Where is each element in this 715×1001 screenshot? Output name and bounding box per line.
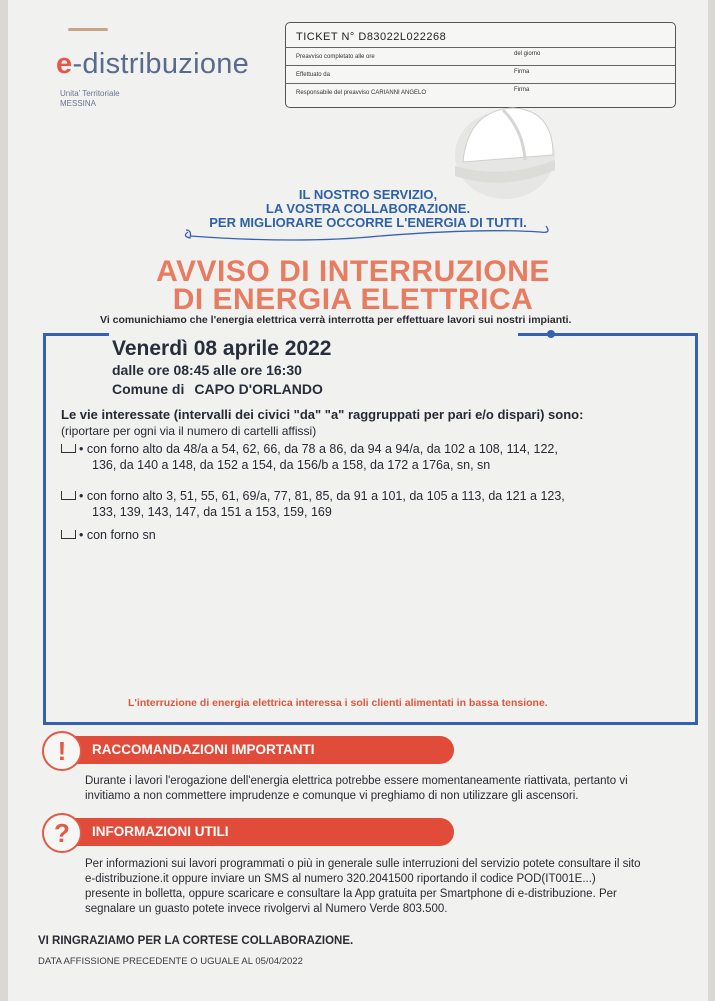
info-text: Per informazioni sui lavori programmati o più in generale sulle interruzioni del servizio potete consultare il sito e-distribuzione.it oppure inviare un SMS al numero 320.2041500 riportando il codice POD(IT001E...) presente in bolletta, oppure scaricare e consultare la App gratuita per Smartphone di e-distribuzione. Per segnalare un guasto potete invece rivolgervi al Numero Verde 803.500. bbox=[85, 858, 641, 915]
checkbox-mark-icon bbox=[61, 444, 76, 453]
e-distribuzione-logo: e-distribuzione bbox=[56, 48, 250, 80]
posting-date: DATA AFFISSIONE PRECEDENTE O UGUALE AL 05/04/2022 bbox=[38, 956, 303, 967]
street-entry: • con forno alto da 48/a a 54, 62, 66, da 78 a 86, da 94 a 94/a, da 102 a 108, 114, 122, 136, da 140 a 148, da 152 a 154, da 156/b a 158, da 172 a 176a, sn, sn bbox=[61, 441, 661, 473]
interruption-date: Venerdì 08 aprile 2022 bbox=[112, 337, 332, 360]
street-entry: • con forno sn bbox=[61, 527, 661, 543]
question-icon: ? bbox=[42, 813, 82, 853]
street-entry: • con forno alto 3, 51, 55, 61, 69/a, 77, 81, 85, da 91 a 101, da 105 a 113, da 121 a 123, 133, 139, 143, 147, da 151 a 153, 159, 169 bbox=[61, 488, 661, 520]
tape-mark bbox=[68, 28, 108, 31]
recommendations-text: Durante i lavori l'erogazione dell'energia elettrica potrebbe essere momentaneamente riattivata, pertanto vi invitiamo a non commettere imprudenze e comunque vi preghiamo di non utilizzare gli ascensori. bbox=[85, 775, 628, 802]
streets-heading: Le vie interessate (intervalli dei civici "da" "a" raggruppati per pari e/o dispari) sono: bbox=[61, 407, 584, 422]
ticket-box: TICKET N° D83022L022268 Preavviso completato alle ore del giorno Effettuato da Firma Responsabile del preavviso CARIANNI ANGELO Firma bbox=[285, 22, 676, 108]
thanks-text: VI RINGRAZIAMO PER LA CORTESE COLLABORAZIONE. bbox=[38, 935, 354, 947]
page-title: AVVISO DI INTERRUZIONE DI ENERGIA ELETTRICA bbox=[156, 255, 550, 316]
slogan: IL NOSTRO SERVIZIO, LA VOSTRA COLLABORAZIONE. PER MIGLIORARE OCCORRE L'ENERGIA DI TUTTI. bbox=[209, 187, 527, 230]
ticket-number: TICKET N° D83022L022268 bbox=[296, 31, 447, 43]
municipality: Comune di CAPO D'ORLANDO bbox=[112, 381, 323, 397]
checkbox-mark-icon bbox=[61, 530, 76, 539]
checkbox-mark-icon bbox=[61, 491, 76, 500]
low-voltage-note: L'interruzione di energia elettrica interessa i soli clienti alimentati in bassa tensione. bbox=[128, 697, 548, 709]
recommendations-bar: RACCOMANDAZIONI IMPORTANTI bbox=[70, 736, 454, 764]
frame-dot bbox=[547, 330, 555, 338]
notice-sheet bbox=[8, 0, 708, 1001]
frame-top-right bbox=[518, 333, 695, 336]
info-bar: INFORMAZIONI UTILI bbox=[70, 818, 454, 846]
exclamation-icon: ! bbox=[42, 731, 82, 771]
interruption-hours: dalle ore 08:45 alle ore 16:30 bbox=[112, 362, 302, 378]
territorial-unit: Unita' Territoriale MESSINA bbox=[60, 89, 120, 108]
intro-text: Vi comunichiamo che l'energia elettrica verrà interrotta per effettuare lavori sui nostri impianti. bbox=[100, 314, 572, 326]
decorative-squiggle bbox=[180, 218, 560, 242]
frame-top-left bbox=[43, 333, 109, 336]
streets-subheading: (riportare per ogni via il numero di cartelli affissi) bbox=[61, 424, 317, 438]
